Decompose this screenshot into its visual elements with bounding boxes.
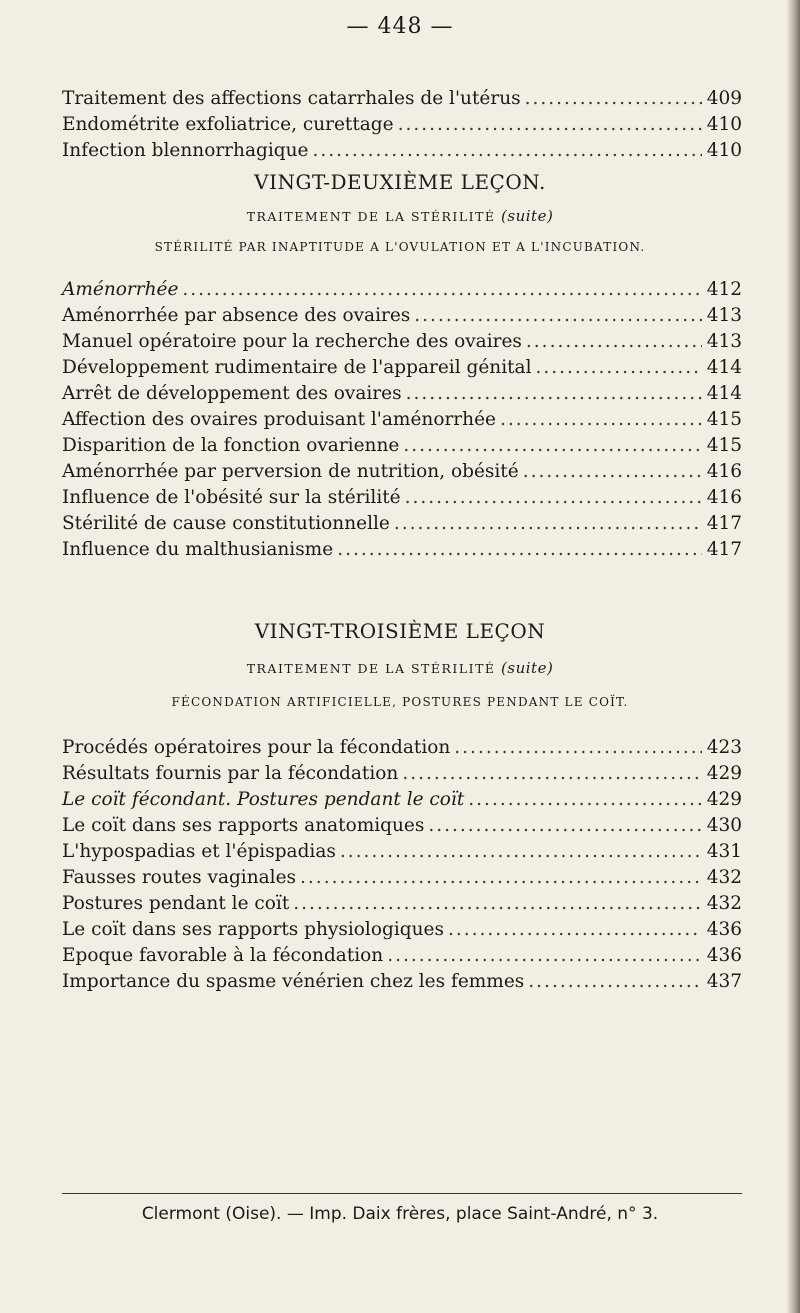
- toc-entry-page: 417: [706, 513, 742, 534]
- toc-entry: [62, 485, 742, 511]
- leader-dots: [448, 917, 702, 943]
- toc-entry: [62, 303, 742, 329]
- toc-entry-title: Le coït fécondant. Postures pendant le coït: [62, 789, 465, 810]
- leader-dots: [182, 277, 702, 303]
- toc-entry-page: 415: [706, 435, 742, 456]
- toc-entry-title: Traitement des affections catarrhales de l'utérus: [62, 88, 521, 109]
- toc-entry-page: 437: [706, 971, 742, 992]
- toc-entry-page: 416: [706, 461, 742, 482]
- toc-entry-title: Résultats fournis par la fécondation: [62, 763, 399, 784]
- lesson-23-subheading: TRAITEMENT DE LA STÉRILITÉ (suite): [246, 659, 554, 677]
- toc-entry: [62, 969, 742, 995]
- toc-entry-page: 432: [706, 867, 742, 888]
- toc-entry-page: 436: [706, 945, 742, 966]
- toc-lesson-22: [62, 277, 742, 563]
- toc-entry-title: Aménorrhée: [62, 279, 179, 300]
- leader-dots: [536, 355, 703, 381]
- toc-entry-page: 415: [706, 409, 742, 430]
- toc-entry-page: 414: [706, 383, 742, 404]
- leader-dots: [500, 407, 702, 433]
- leader-dots: [525, 86, 702, 112]
- toc-entry-page: 414: [706, 357, 742, 378]
- toc-entry: [62, 329, 742, 355]
- toc-entry: [62, 433, 742, 459]
- toc-entry-title: Fausses routes vaginales: [62, 867, 297, 888]
- leader-dots: [394, 511, 702, 537]
- toc-entry-title: Arrêt de développement des ovaires: [62, 383, 402, 404]
- toc-entry-page: 409: [706, 88, 742, 109]
- leader-dots: [526, 329, 702, 355]
- toc-entry: [62, 277, 742, 303]
- lesson-22-heading: VINGT-DEUXIÈME LEÇON.: [254, 170, 546, 194]
- toc-entry-page: 429: [706, 789, 742, 810]
- toc-entry-title: Le coït dans ses rapports anatomiques: [62, 815, 425, 836]
- lesson-23-subtitle: FÉCONDATION ARTIFICIELLE, POSTURES PENDANT LE COÏT.: [171, 695, 629, 709]
- toc-entry-page: 412: [706, 279, 742, 300]
- toc-entry-title: L'hypospadias et l'épispadias: [62, 841, 336, 862]
- toc-entry: [62, 537, 742, 563]
- toc-entry: [62, 86, 742, 112]
- toc-entry-page: 430: [706, 815, 742, 836]
- footer-rule: [62, 1193, 742, 1194]
- leader-dots: [405, 485, 702, 511]
- toc-entry: [62, 511, 742, 537]
- toc-entry: [62, 459, 742, 485]
- toc-entry-title: Endométrite exfoliatrice, curettage: [62, 114, 394, 135]
- leader-dots: [523, 459, 702, 485]
- toc-entry-page: 410: [706, 114, 742, 135]
- toc-entry: [62, 891, 742, 917]
- toc-entry-page: 416: [706, 487, 742, 508]
- lesson-22-subtitle: STÉRILITÉ PAR INAPTITUDE A L'OVULATION ET A L'INCUBATION.: [154, 240, 646, 254]
- toc-entry: [62, 917, 742, 943]
- toc-entry-page: 417: [706, 539, 742, 560]
- toc-entry-title: Postures pendant le coït: [62, 893, 290, 914]
- toc-entry: [62, 943, 742, 969]
- leader-dots: [414, 303, 702, 329]
- toc-entry: [62, 735, 742, 761]
- toc-entry: [62, 865, 742, 891]
- toc-entry-title: Influence de l'obésité sur la stérilité: [62, 487, 401, 508]
- toc-entry-page: 410: [706, 140, 742, 161]
- toc-entry-title: Infection blennorrhagique: [62, 140, 309, 161]
- leader-dots: [337, 537, 702, 563]
- toc-entry-title: Aménorrhée par perversion de nutrition, obésité: [62, 461, 519, 482]
- toc-entry-page: 432: [706, 893, 742, 914]
- toc-entry-title: Aménorrhée par absence des ovaires: [62, 305, 411, 326]
- leader-dots: [312, 138, 702, 164]
- toc-entry-title: Manuel opératoire pour la recherche des ovaires: [62, 331, 522, 352]
- leader-dots: [403, 433, 702, 459]
- lesson-23-heading: VINGT-TROISIÈME LEÇON: [254, 619, 546, 643]
- toc-entry: [62, 407, 742, 433]
- toc-entry-page: 413: [706, 305, 742, 326]
- toc-entry: [62, 138, 742, 164]
- toc-entry: [62, 761, 742, 787]
- toc-entry-page: 431: [706, 841, 742, 862]
- leader-dots: [340, 839, 702, 865]
- toc-entry-title: Epoque favorable à la fécondation: [62, 945, 384, 966]
- toc-entry-title: Le coït dans ses rapports physiologiques: [62, 919, 444, 940]
- lesson-22-subheading: TRAITEMENT DE LA STÉRILITÉ (suite): [246, 207, 554, 225]
- toc-entry-page: 429: [706, 763, 742, 784]
- toc-entry-title: Affection des ovaires produisant l'aménorrhée: [62, 409, 496, 430]
- leader-dots: [387, 943, 702, 969]
- leader-dots: [402, 761, 702, 787]
- leader-dots: [300, 865, 702, 891]
- toc-section-1: [62, 86, 742, 164]
- printer-imprint: Clermont (Oise). — Imp. Daix frères, place Saint-André, n° 3.: [141, 1204, 659, 1224]
- leader-dots: [293, 891, 702, 917]
- toc-entry-title: Disparition de la fonction ovarienne: [62, 435, 400, 456]
- toc-entry-title: Influence du malthusianisme: [62, 539, 334, 560]
- toc-entry: [62, 112, 742, 138]
- leader-dots: [468, 787, 702, 813]
- toc-entry-page: 413: [706, 331, 742, 352]
- page-number: — 448 —: [346, 14, 454, 39]
- toc-entry: [62, 787, 742, 813]
- toc-entry: [62, 381, 742, 407]
- toc-entry: [62, 839, 742, 865]
- toc-entry-title: Stérilité de cause constitutionnelle: [62, 513, 390, 534]
- toc-entry-title: Procédés opératoires pour la fécondation: [62, 737, 451, 758]
- toc-entry-title: Développement rudimentaire de l'appareil génital: [62, 357, 532, 378]
- leader-dots: [528, 969, 702, 995]
- toc-entry-page: 436: [706, 919, 742, 940]
- toc-entry: [62, 355, 742, 381]
- leader-dots: [428, 813, 702, 839]
- toc-entry-page: 423: [706, 737, 742, 758]
- leader-dots: [398, 112, 702, 138]
- leader-dots: [454, 735, 702, 761]
- toc-entry-title: Importance du spasme vénérien chez les femmes: [62, 971, 525, 992]
- toc-entry: [62, 813, 742, 839]
- leader-dots: [406, 381, 702, 407]
- toc-lesson-23: [62, 735, 742, 995]
- page-edge-shadow: [786, 0, 800, 1313]
